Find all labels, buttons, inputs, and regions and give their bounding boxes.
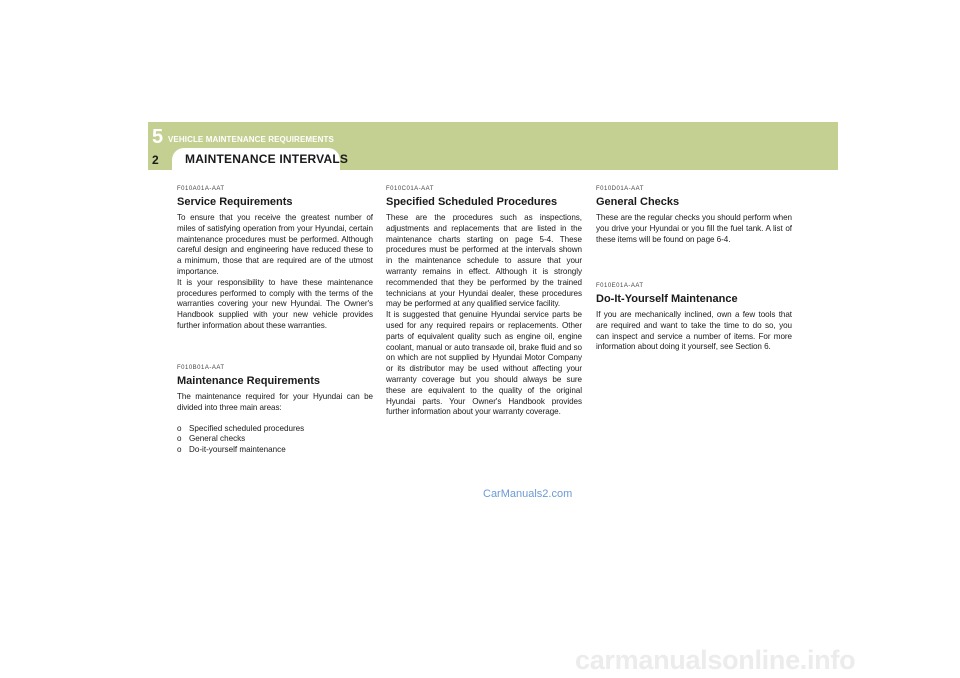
- specified-scheduled-procedures-block: [386, 186, 582, 418]
- block-heading: Service Requirements: [177, 196, 293, 208]
- page-number: 2: [152, 153, 159, 167]
- block-body: These are the regular checks you should perform when you drive your Hyundai or you fill the fuel tank. A list of these items will be found on page 6-4.: [596, 213, 792, 244]
- do-it-yourself-block: [596, 283, 792, 353]
- general-checks-block: [596, 186, 792, 245]
- list-item: o Do-it-yourself maintenance: [177, 445, 286, 455]
- block-heading: Maintenance Requirements: [177, 375, 321, 387]
- section-code: F010C01A-AAT: [386, 186, 434, 192]
- footer-watermark: carmanualsonline.info: [575, 645, 856, 675]
- block-body: If you are mechanically inclined, own a few tools that are required and want to take the time to do so, you can inspect and service a number of items. For more information about doing it yourself, see Section 6.: [596, 310, 792, 352]
- block-heading: Specified Scheduled Procedures: [386, 196, 558, 208]
- block-body: The maintenance required for your Hyundai can be divided into three main areas:: [177, 392, 373, 412]
- block-heading: General Checks: [596, 196, 680, 208]
- section-code: F010D01A-AAT: [596, 186, 644, 192]
- list-item: o Specified scheduled procedures: [177, 423, 305, 433]
- block-body: These are the procedures such as inspections, adjustments and replacements that are listed in the maintenance charts starting on page 5-4. These procedures must be performed at the intervals shown in the maintenance schedule to assure that your warranty remains in effect. Although it is strongly recommended that they be performed by the trained technicians at your Hyundai dealer, these procedures may be performed at any qualified service facility. It is suggested that genuine Hyundai service parts be used for any required repairs or replacements. Other parts of equivalent quality such as engine oil, engine coolant, manual or auto transaxle oil, brake fluid and so on which are not supplied by Hyundai Motor Company or its distributor may be used without affecting your warranty coverage but you should always be sure these are equivalent to the quality of the original Hyundai parts. Your Owner's Handbook provides further information about your warranty coverage.: [386, 213, 582, 417]
- bullet: o: [177, 423, 182, 433]
- section-code: F010A01A-AAT: [177, 186, 225, 192]
- bullet: o: [177, 445, 182, 455]
- section-title: MAINTENANCE INTERVALS: [185, 152, 349, 166]
- chapter-number: 5: [152, 126, 164, 148]
- service-requirements-block: [177, 186, 373, 332]
- list-item: o General checks: [177, 434, 246, 444]
- section-code: F010B01A-AAT: [177, 365, 225, 371]
- chapter-title: VEHICLE MAINTENANCE REQUIREMENTS: [168, 135, 334, 144]
- block-body: To ensure that you receive the greatest number of miles of satisfying operation from your Hyundai, certain maintenance procedures must be performed. Although careful design and engineering have reduced these to a minimum, those that are required are of the utmost importance. It is your responsibility to have these maintenance procedures performed to comply with the terms of the warranties covering your new Hyundai. The Owner's Handbook supplied with your new vehicle provides further information about these warranties.: [177, 213, 373, 330]
- bullet: o: [177, 434, 182, 444]
- block-heading: Do-It-Yourself Maintenance: [596, 293, 738, 305]
- maintenance-areas-list: [177, 424, 373, 456]
- section-code: F010E01A-AAT: [596, 283, 644, 289]
- watermark-link[interactable]: CarManuals2.com: [483, 488, 573, 500]
- maintenance-requirements-block: [177, 365, 373, 456]
